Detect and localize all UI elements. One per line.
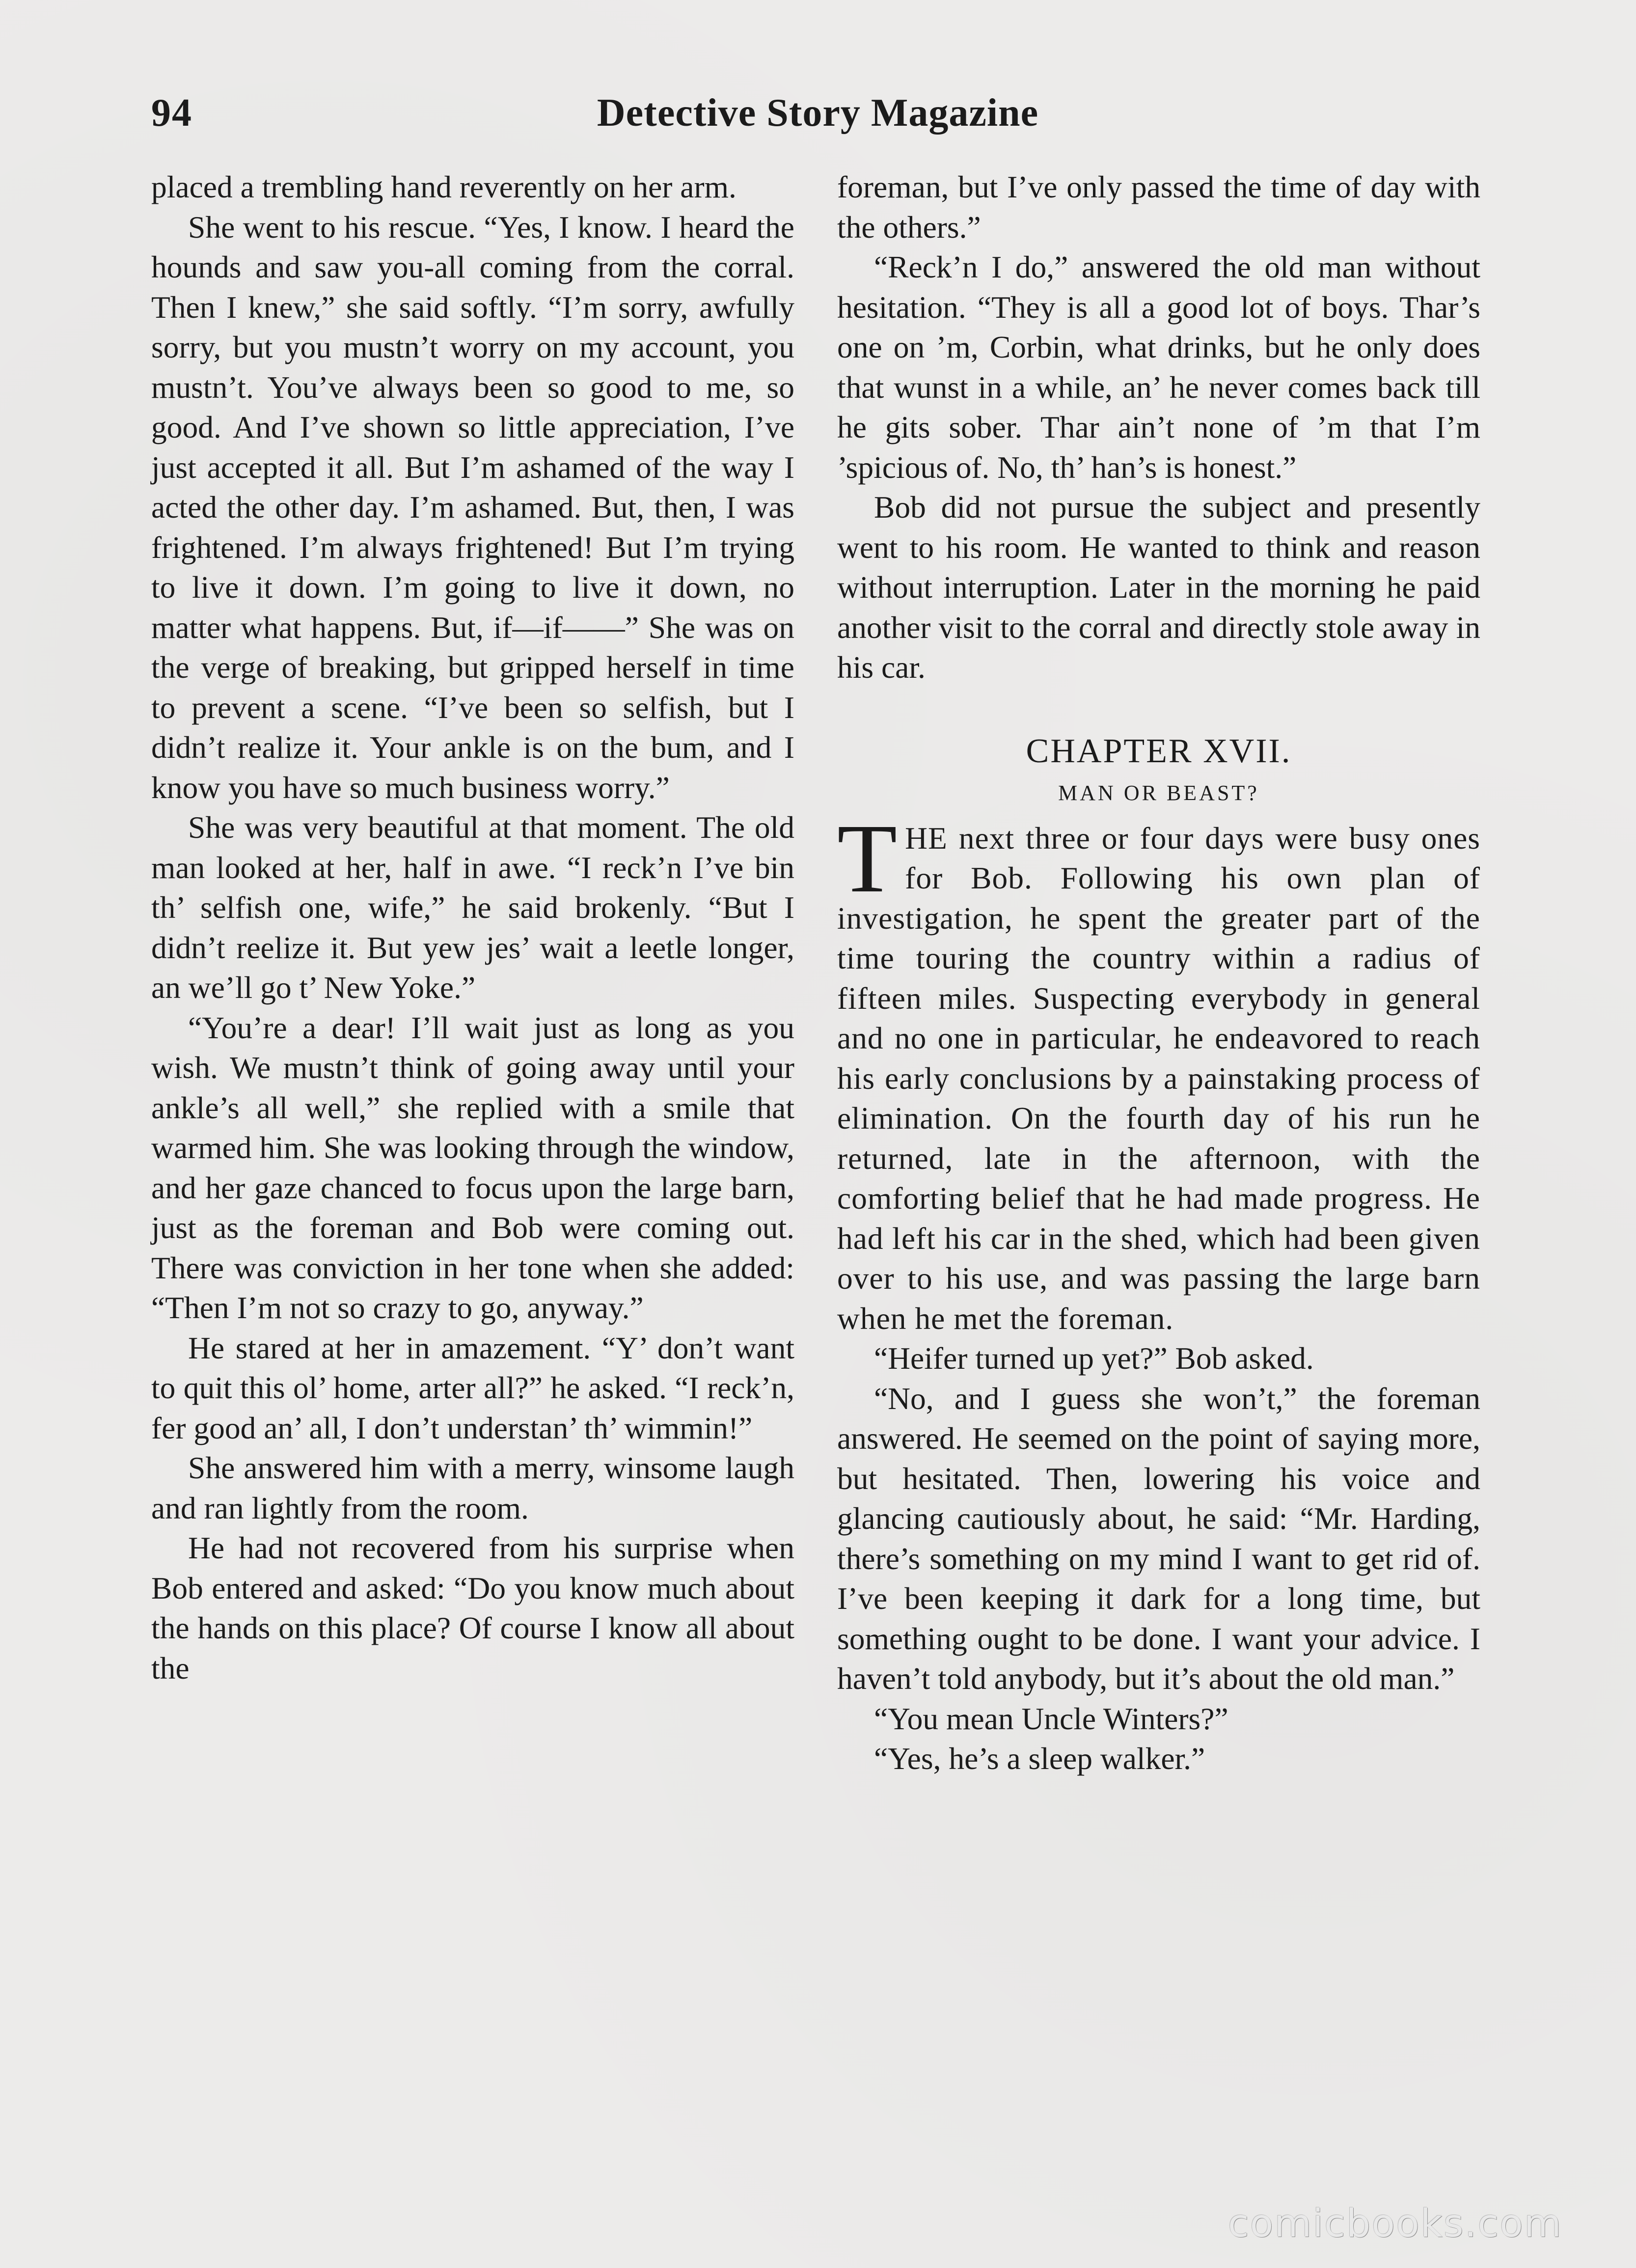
paragraph: “You’re a dear! I’ll wait just as long as you wish. We mustn’t think of going away until your ankle’s all well,” she replied with a smile that warmed him. She was looking through the window, and her gaze chanced to focus upon the large barn, just as the foreman and Bob were coming out. There was conviction in her tone when she added: “Then I’m not so crazy to go, anyway.” [151,1010,794,1325]
page-number: 94 [151,91,192,135]
chapter-heading [837,727,1480,810]
chapter-number: CHAPTER XVII. [1026,732,1292,770]
paragraph: Bob did not pursue the subject and presently went to his room. He wanted to think and reason without interruption. Later in the morning he paid another visit to the corral and directly stole away in his car. [837,490,1480,685]
right-column [837,167,1480,1779]
paragraph: She answered him with a merry, winsome laugh and ran lightly from the room. [151,1450,794,1525]
paragraph: “No, and I guess she won’t,” the foreman answered. He seemed on the point of saying more, but hesitated. Then, lowering his voice and glancing cautiously about, he said: “Mr. Harding, there’s something on my mind I want to get rid of. I’ve been keeping it dark for a long time, but something ought to be done. I want your advice. I haven’t told anybody, but it’s about the old man.” [837,1381,1480,1696]
watermark: comicbooks.com [1227,2202,1562,2246]
chapter-subtitle: MAN OR BEAST? [1058,780,1259,805]
paragraph: “Heifer turned up yet?” Bob asked. [874,1341,1314,1376]
paragraph: She was very beautiful at that moment. The old man looked at her, half in awe. “I reck’n I’ve bin th’ selfish one, wife,” he said brokenly. “But I didn’t reelize it. But yew jes’ wait a leetle longer, an we’ll go t’ New Yoke.” [151,810,794,1005]
left-column [151,167,794,1688]
drop-cap: T [837,804,898,913]
paragraph: foreman, but I’ve only passed the time of day with the others.” [837,169,1480,245]
paragraph: “You mean Uncle Winters?” [874,1701,1228,1736]
paragraph: He had not recovered from his surprise when Bob entered and asked: “Do you know much about the hands on this place? Of course I know all about the [151,1530,794,1686]
paragraph: He stared at her in amazement. “Y’ don’t want to quit this ol’ home, arter all?” he asked. “I reck’n, fer good an’ all, I don’t understan’ th’ wimmin!” [151,1330,794,1445]
paragraph: She went to his rescue. “Yes, I know. I heard the hounds and saw you-all coming from the corral. Then I knew,” she said softly. “I’m sorry, awfully sorry, but you mustn’t worry on my account, you mustn’t. You’ve always been so good to me, so good. And I’ve shown so little appreciation, I’ve just accepted it all. But I’m ashamed of the way I acted the other day. I’m ashamed. But, then, I was frightened. I’m always frightened! But I’m trying to live it down. I’m going to live it down, no matter what happens. But, if—if——” She was on the verge of breaking, but gripped herself in time to prevent a scene. “I’ve been so selfish, but I didn’t realize it. Your ankle is on the bum, and I know you have so much business worry.” [151,209,794,805]
magazine-title: Detective Story Magazine [597,91,1039,135]
page-header [151,86,1484,145]
opening-text: HE next three or four days were busy ones for Bob. Following his own plan of investigation, he spent the greater part of the time touring the country within a radius of fifteen miles. Suspecting everybody in general and no one in particular, he endeavored to reach his early conclusions by a painstaking process of elimination. On the fourth day of his run he returned, late in the afternoon, with the comforting belief that he had made progress. He had left his car in the shed, which had been given over to his use, and was passing the large barn when he met the foreman. [837,820,1480,1336]
chapter-opening-paragraph [837,804,1480,1339]
paragraph: “Yes, he’s a sleep walker.” [874,1741,1205,1776]
paragraph: “Reck’n I do,” answered the old man without hesitation. “They is all a good lot of boys. Thar’s one on ’m, Corbin, what drinks, but he only does that wunst in a while, an’ he never comes back till he gits sober. Thar ain’t none of ’m that I’m ’spicious of. No, th’ han’s is honest.” [837,249,1480,485]
paragraph: placed a trembling hand reverently on her arm. [151,169,736,204]
